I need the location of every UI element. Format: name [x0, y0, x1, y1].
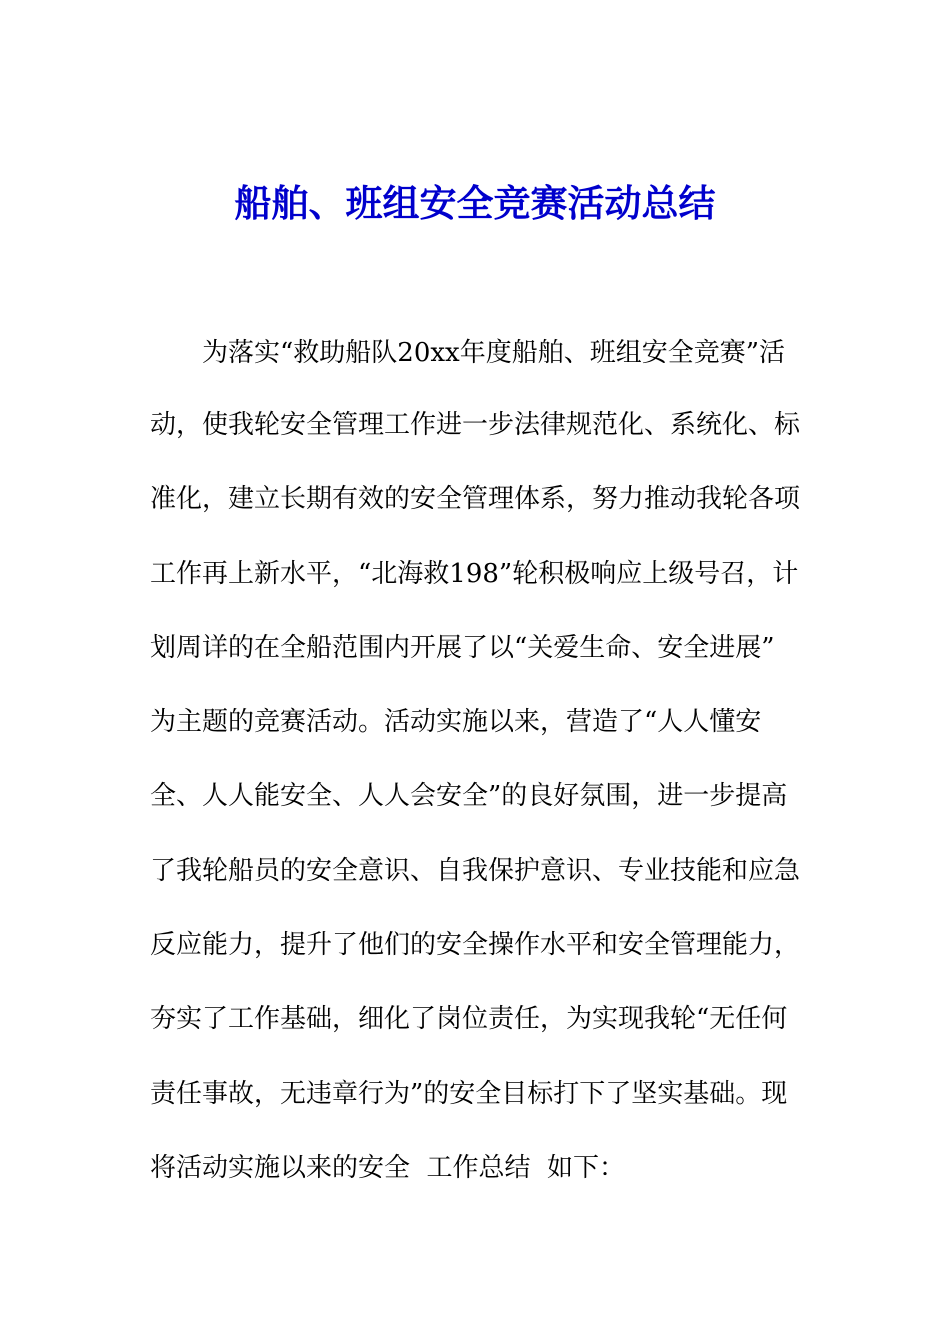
paragraph-line: 了我轮船员的安全意识、自我保护意识、专业技能和应急	[150, 856, 801, 886]
paragraph-line: 为主题的竞赛活动。活动实施以来，营造了“人人懂安	[150, 707, 762, 737]
paragraph-line: 全、人人能安全、人人会安全”的良好氛围，进一步提高	[150, 781, 788, 811]
paragraph-line: 划周详的在全船范围内开展了以“关爱生命、安全进展”	[150, 633, 775, 663]
document-title: 船舶、班组安全竞赛活动总结	[234, 181, 716, 225]
paragraph-line: 夯实了工作基础，细化了岗位责任，为实现我轮“无任何	[150, 1004, 788, 1034]
paragraph-line: 反应能力，提升了他们的安全操作水平和安全管理能力，	[150, 930, 801, 960]
paragraph-line: 工作再上新水平，“北海救198”轮积极响应上级号召，计	[150, 559, 799, 589]
paragraph-line: 动，使我轮安全管理工作进一步法律规范化、系统化、标	[150, 410, 801, 440]
paragraph-line: 责任事故，无违章行为”的安全目标打下了坚实基础。现	[150, 1079, 788, 1109]
paragraph-line: 将活动实施以来的安全 工作总结 如下：	[150, 1153, 626, 1183]
paragraph-line: 为落实“救助船队20xx年度船舶、班组安全竞赛”活	[202, 338, 785, 368]
paragraph-line: 准化，建立长期有效的安全管理体系，努力推动我轮各项	[150, 484, 801, 514]
